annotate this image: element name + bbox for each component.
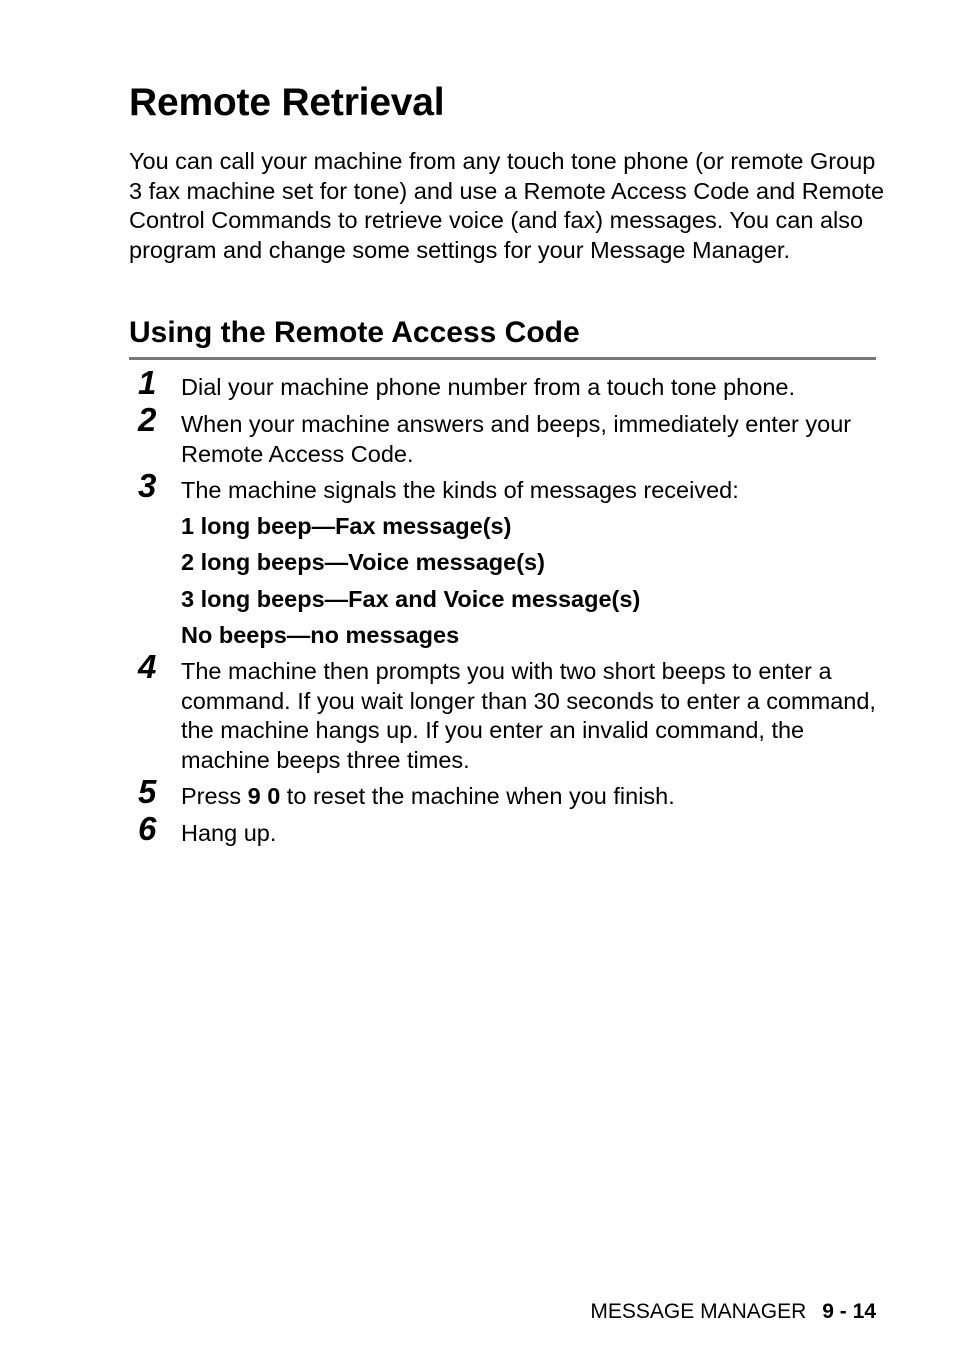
step-number-1: 1 xyxy=(138,364,157,401)
page-title: Remote Retrieval xyxy=(129,81,445,124)
step-number-3: 3 xyxy=(138,467,157,504)
step-text-6: Hang up. xyxy=(181,820,277,846)
step-number-2: 2 xyxy=(138,401,157,438)
step-text-1: Dial your machine phone number from a touch tone phone. xyxy=(181,374,795,400)
step-number-5: 5 xyxy=(138,773,157,810)
section-title: Using the Remote Access Code xyxy=(129,316,580,349)
page-footer xyxy=(590,1299,876,1325)
step-text-4: The machine then prompts you with two short beeps to enter a command. If you wait longer than 30 seconds to enter a command, the machine hangs up. If you enter an invalid command, the machine beeps three times. xyxy=(181,658,876,773)
section-divider xyxy=(129,357,876,360)
step-5-text-before: Press xyxy=(181,783,248,809)
footer-section-name: MESSAGE MANAGER xyxy=(590,1300,807,1323)
signal-fax: 1 long beep—Fax message(s) xyxy=(181,513,512,539)
step-text-5 xyxy=(181,782,881,812)
intro-paragraph: You can call your machine from any touch tone phone (or remote Group 3 fax machine set for tone) and use a Remote Access Code and Remote Control Commands to retrieve voice (and fax) messages. You can also program and change some settings for your Message Manager. xyxy=(129,148,885,263)
signal-voice: 2 long beeps—Voice message(s) xyxy=(181,549,545,575)
signal-fax-voice: 3 long beeps—Fax and Voice message(s) xyxy=(181,586,641,612)
step-number-4: 4 xyxy=(138,648,157,685)
step-5-key-sequence: 9 0 xyxy=(247,783,281,809)
step-number-6: 6 xyxy=(138,810,157,847)
step-text-2: When your machine answers and beeps, immediately enter your Remote Access Code. xyxy=(181,411,852,467)
footer-page-number: 9 - 14 xyxy=(822,1300,876,1323)
step-text-3: The machine signals the kinds of messages received: xyxy=(181,477,739,503)
signal-none: No beeps—no messages xyxy=(181,622,460,648)
step-5-text-after: to reset the machine when you finish. xyxy=(280,783,675,809)
